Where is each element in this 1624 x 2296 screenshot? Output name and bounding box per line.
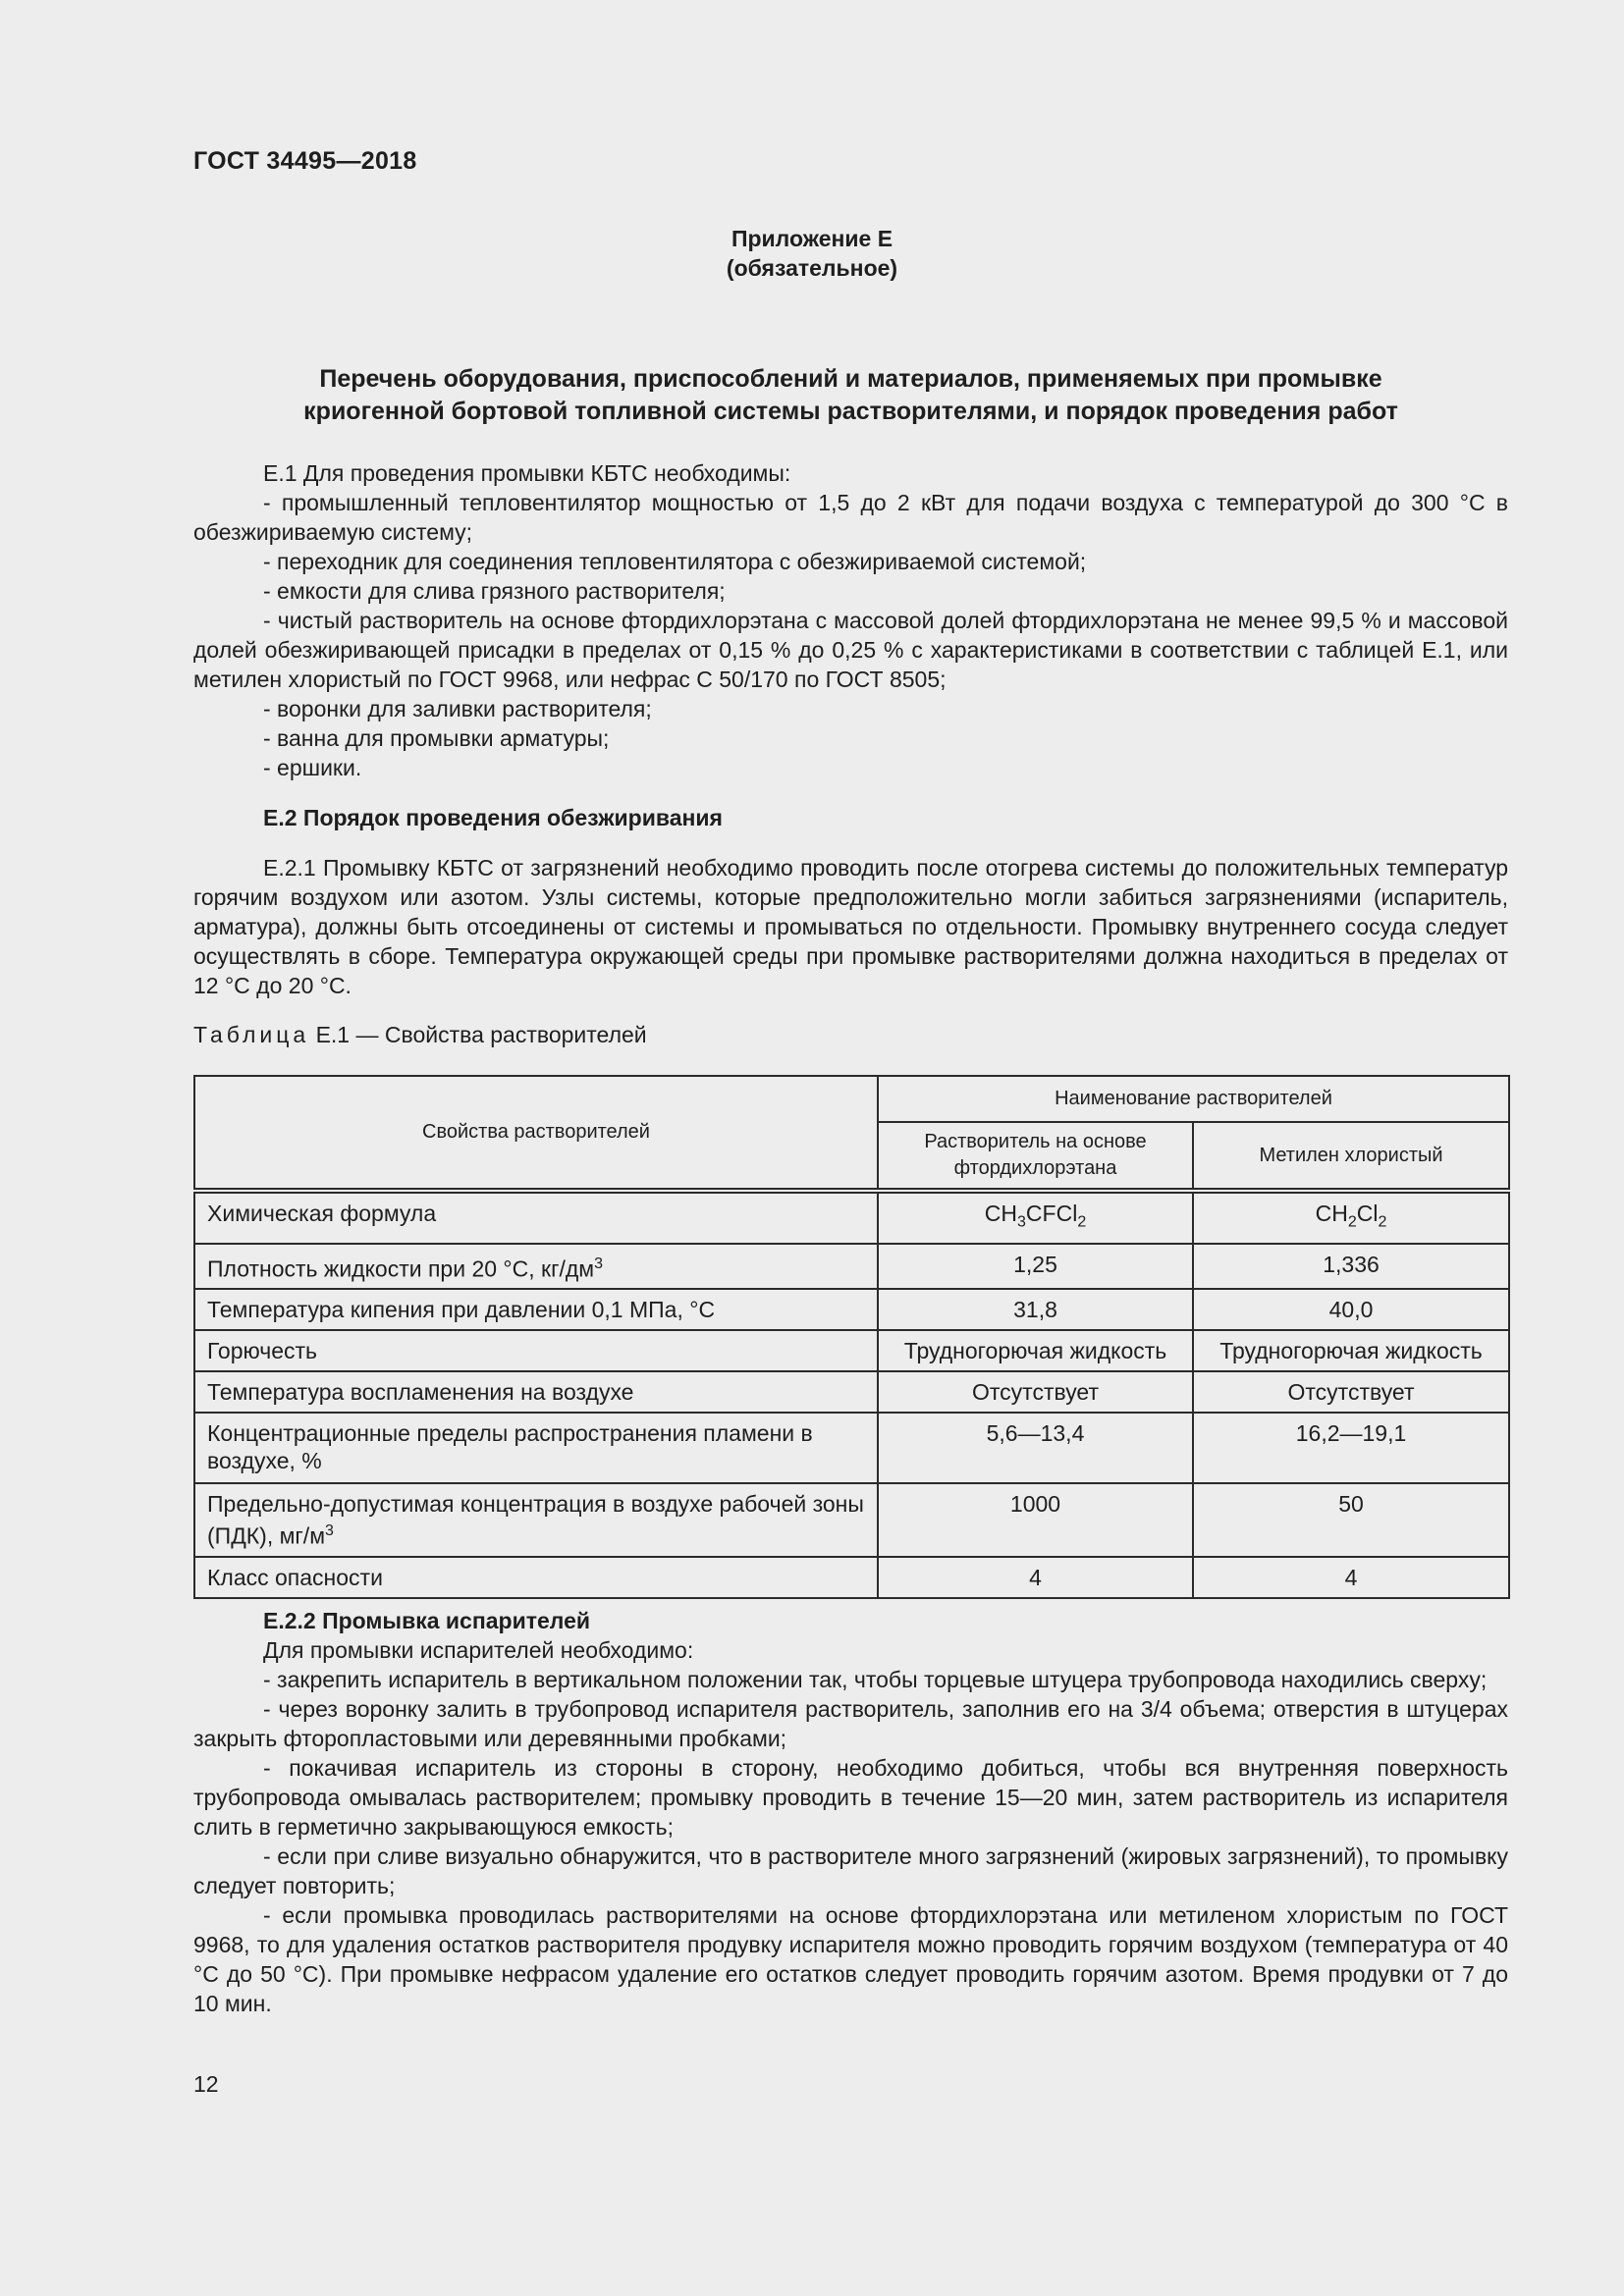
row-label: Температура кипения при давлении 0,1 МПа, °С <box>194 1289 878 1330</box>
value-cell: 16,2—19,1 <box>1193 1413 1509 1483</box>
table-header-row <box>194 1076 1509 1122</box>
header-fluorodichloroethane <box>878 1122 1193 1191</box>
main-title <box>193 363 1508 428</box>
header-properties: Свойства растворителей <box>194 1076 878 1191</box>
list-item: - емкости для слива грязного растворителя; <box>263 578 726 604</box>
header-line: фтордихлорэтана <box>953 1157 1117 1179</box>
list-item: - покачивая испаритель из стороны в сторону, необходимо добиться, чтобы вся внутренняя поверхность трубопровода омывалась растворителем; промывку проводить в течение 15—20 мин, затем растворитель из испарителя слить в герметично закрывающуюся емкость; <box>193 1755 1508 1840</box>
header-methylene-chloride: Метилен хлористый <box>1193 1122 1509 1191</box>
table-row <box>194 1289 1509 1330</box>
table-row <box>194 1330 1509 1371</box>
list-item: - чистый растворитель на основе фтордихлорэтана с массовой долей фтордихлорэтана не менее 99,5 % и массовой долей обезжиривающей присадки в пределах от 0,15 % до 0,25 % с характеристиками в соответствии с таблицей Е.1, или метилен хлористый по ГОСТ 9968, или нефрас С 50/170 по ГОСТ 8505; <box>193 608 1508 692</box>
section-e2-paragraph: Е.2.1 Промывку КБТС от загрязнений необходимо проводить после отогрева системы до положительных температур горячим воздухом или азотом. Узлы системы, которые предположительно могли забиться загрязнениями (испаритель, арматура), должны быть отсоединены от системы и промываться по отдельности. Промывку внутреннего сосуда следует осуществлять в сборе. Температура окружающей среды при промывке растворителями должна находиться в пределах от 12 °С до 20 °С. <box>193 855 1508 998</box>
appendix-status: (обязательное) <box>726 255 898 281</box>
list-item: - воронки для заливки растворителя; <box>263 696 652 721</box>
row-label: Химическая формула <box>194 1191 878 1244</box>
value-cell: 4 <box>878 1557 1193 1598</box>
table-row <box>194 1413 1509 1483</box>
value-cell: Трудногорючая жидкость <box>878 1330 1193 1371</box>
row-label: Температура воспламенения на воздухе <box>194 1371 878 1413</box>
value-cell: 1000 <box>878 1483 1193 1557</box>
section-e22-intro: Для промывки испарителей необходимо: <box>263 1637 694 1663</box>
table-caption-word: Таблица <box>193 1022 310 1047</box>
value-cell: Отсутствует <box>1193 1371 1509 1413</box>
header-solvent-names: Наименование растворителей <box>878 1076 1509 1122</box>
value-cell: 1,25 <box>878 1244 1193 1290</box>
main-title-line: Перечень оборудования, приспособлений и материалов, применяемых при промывке <box>319 365 1382 393</box>
section-e1-intro: Е.1 Для проведения промывки КБТС необходимы: <box>263 460 791 486</box>
section-e22 <box>193 1606 1508 2018</box>
row-label: Предельно-допустимая концентрация в воздухе рабочей зоны (ПДК), $мг/м^3$ <box>194 1483 878 1557</box>
row-label: Горючесть <box>194 1330 878 1371</box>
value-cell: 4 <box>1193 1557 1509 1598</box>
main-title-line: криогенной бортовой топливной системы растворителями, и порядок проведения работ <box>303 398 1398 425</box>
value-cell: 1,336 <box>1193 1244 1509 1290</box>
value-cell: 31,8 <box>878 1289 1193 1330</box>
table-row <box>194 1483 1509 1557</box>
section-e2 <box>193 803 1508 1000</box>
document-code: ГОСТ 34495—2018 <box>193 147 417 175</box>
row-label: Класс опасности <box>194 1557 878 1598</box>
list-item: - промышленный тепловентилятор мощностью от 1,5 до 2 кВт для подачи воздуха с температурой до 300 °С в обезжириваемую систему; <box>193 490 1508 545</box>
solvent-properties-table <box>193 1075 1510 1599</box>
page-number: 12 <box>193 2071 219 2097</box>
formula-cell: $CH_3CFCl_2$ <box>878 1191 1193 1244</box>
section-e22-heading: Е.2.2 Промывка испарителей <box>263 1608 591 1633</box>
value-cell: 40,0 <box>1193 1289 1509 1330</box>
appendix-title: Приложение Е <box>731 226 893 251</box>
value-cell: 5,6—13,4 <box>878 1413 1193 1483</box>
header-line: Растворитель на основе <box>924 1131 1147 1152</box>
value-cell: Трудногорючая жидкость <box>1193 1330 1509 1371</box>
table-row <box>194 1191 1509 1244</box>
section-e2-heading: Е.2 Порядок проведения обезжиривания <box>263 805 723 830</box>
appendix-heading <box>0 224 1624 283</box>
table-caption <box>193 1022 647 1048</box>
formula-cell: $CH_2Cl_2$ <box>1193 1191 1509 1244</box>
table-row <box>194 1371 1509 1413</box>
table-caption-text: Е.1 — Свойства растворителей <box>315 1022 647 1047</box>
value-cell: 50 <box>1193 1483 1509 1557</box>
list-item: - если промывка проводилась растворителями на основе фтордихлорэтана или метиленом хлористым по ГОСТ 9968, то для удаления остатков растворителя продувку испарителя можно проводить горячим воздухом (температура от 40 °С до 50 °С). При промывке нефрасом удаление его остатков следует проводить горячим азотом. Время продувки от 7 до 10 мин. <box>193 1902 1508 2016</box>
row-label: Концентрационные пределы распространения пламени в воздухе, % <box>194 1413 878 1483</box>
list-item: - переходник для соединения тепловентилятора с обезжириваемой системой; <box>263 549 1087 574</box>
section-e1 <box>193 458 1508 782</box>
value-cell: Отсутствует <box>878 1371 1193 1413</box>
list-item: - если при сливе визуально обнаружится, что в растворителе много загрязнений (жировых загрязнений), то промывку следует повторить; <box>193 1843 1508 1898</box>
list-item: - ершики. <box>263 755 362 780</box>
row-label: Плотность жидкости при 20 °С, $кг/дм^3$ <box>194 1244 878 1290</box>
table-row <box>194 1244 1509 1290</box>
list-item: - через воронку залить в трубопровод испарителя растворитель, заполнив его на 3/4 объема; отверстия в штуцерах закрыть фторопластовыми или деревянными пробками; <box>193 1696 1508 1751</box>
list-item: - закрепить испаритель в вертикальном положении так, чтобы торцевые штуцера трубопровода находились сверху; <box>263 1667 1488 1692</box>
table-row <box>194 1557 1509 1598</box>
list-item: - ванна для промывки арматуры; <box>263 725 610 751</box>
